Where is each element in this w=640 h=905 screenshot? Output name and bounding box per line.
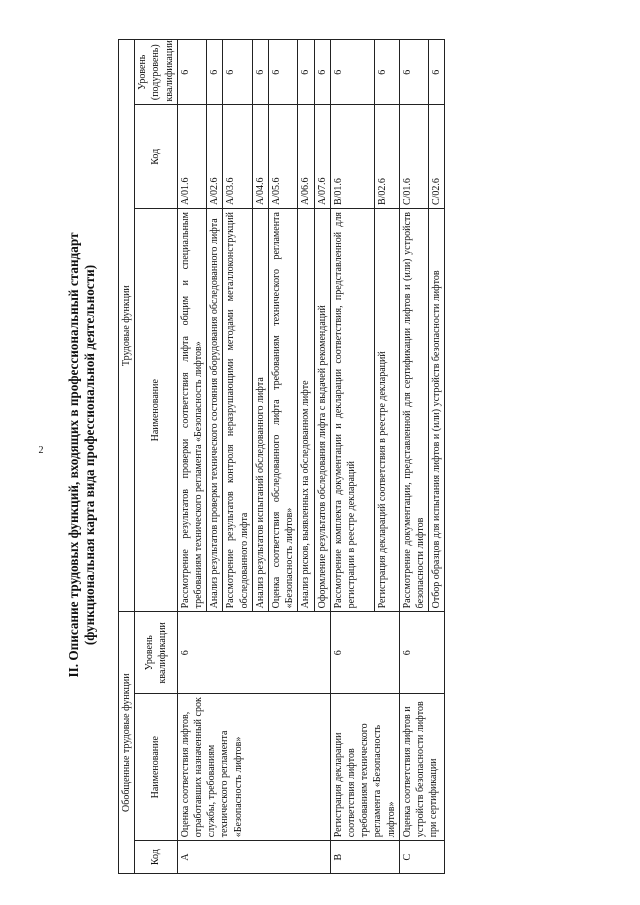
group-level: 6 — [177, 612, 330, 694]
function-code: B/02.6 — [375, 105, 400, 209]
header-code: Код — [135, 841, 178, 874]
page-number: 2 — [38, 445, 44, 456]
function-code: A/07.6 — [314, 105, 330, 209]
function-level: 6 — [298, 40, 314, 105]
group-code: A — [177, 841, 330, 874]
function-code: A/03.6 — [223, 105, 252, 209]
table-row — [177, 40, 206, 874]
function-name: Анализ результатов испытаний обследованного лифта — [252, 209, 268, 612]
group-level: 6 — [330, 612, 399, 694]
table-row — [330, 40, 374, 874]
function-level: 6 — [429, 40, 445, 105]
function-code: A/05.6 — [269, 105, 298, 209]
function-name: Отбор образцов для испытания лифтов и (или) устройств безопасности лифтов — [429, 209, 445, 612]
function-name: Анализ рисков, выявленных на обследованном лифте — [298, 209, 314, 612]
function-name: Регистрация деклараций соответствия в реестре деклараций — [375, 209, 400, 612]
function-code: B/01.6 — [330, 105, 374, 209]
function-code: A/06.6 — [298, 105, 314, 209]
header-tf-level: Уровень (подуровень) квалификации — [135, 40, 178, 105]
header-name: Наименование — [135, 694, 178, 841]
function-level: 6 — [330, 40, 374, 105]
function-level: 6 — [177, 40, 206, 105]
group-level: 6 — [399, 612, 445, 694]
group-name: Оценка соответствия лифтов, отработавших назначенный срок службы, требованиям технического регламента «Безопасность лифтов» — [177, 694, 330, 841]
header-labor: Трудовые функции — [119, 40, 135, 612]
function-level: 6 — [223, 40, 252, 105]
function-code: A/04.6 — [252, 105, 268, 209]
function-level: 6 — [207, 40, 223, 105]
header-generalized: Обобщенные трудовые функции — [119, 612, 135, 874]
function-name: Рассмотрение результатов контроля неразрушающими методами металлоконструкций обследованного лифта — [223, 209, 252, 612]
function-code: C/01.6 — [399, 105, 428, 209]
function-code: A/01.6 — [177, 105, 206, 209]
functional-map-table — [118, 39, 445, 874]
function-name: Рассмотрение документации, представленной для сертификации лифтов и (или) устройств безопасности лифтов — [399, 209, 428, 612]
section-subtitle: (функциональная карта вида профессиональной деятельности) — [82, 264, 97, 646]
table-row — [399, 40, 428, 874]
function-name: Рассмотрение результатов проверки соответствия лифта общим и специальным требованиям технического регламента «Безопасность лифтов» — [177, 209, 206, 612]
group-name: Оценка соответствия лифтов и устройств безопасности лифтов при сертификации — [399, 694, 445, 841]
table-body — [177, 40, 445, 874]
function-name: Оценка соответствия обследованного лифта требованиям технического регламента «Безопасность лифтов» — [269, 209, 298, 612]
function-name: Анализ результатов проверки технического состояния оборудования обследованного лифта — [207, 209, 223, 612]
rotated-page-content — [60, 30, 630, 880]
function-code: C/02.6 — [429, 105, 445, 209]
function-name: Оформление результатов обследования лифта с выдачей рекомендаций — [314, 209, 330, 612]
header-tf-name: Наименование — [135, 209, 178, 612]
function-level: 6 — [314, 40, 330, 105]
function-level: 6 — [252, 40, 268, 105]
header-tf-code: Код — [135, 105, 178, 209]
header-level: Уровень квалификации — [135, 612, 178, 694]
function-level: 6 — [399, 40, 428, 105]
function-name: Рассмотрение комплекта документации и декларации соответствия, представленной для регистрации в реестре деклараций — [330, 209, 374, 612]
group-code: C — [399, 841, 445, 874]
group-name: Регистрация декларации соответствия лифтов требованиям технического регламента «Безопасность лифтов» — [330, 694, 399, 841]
function-level: 6 — [375, 40, 400, 105]
group-code: B — [330, 841, 399, 874]
function-code: A/02.6 — [207, 105, 223, 209]
function-level: 6 — [269, 40, 298, 105]
section-title: II. Описание трудовых функций, входящих в профессиональный стандарт — [66, 232, 81, 678]
